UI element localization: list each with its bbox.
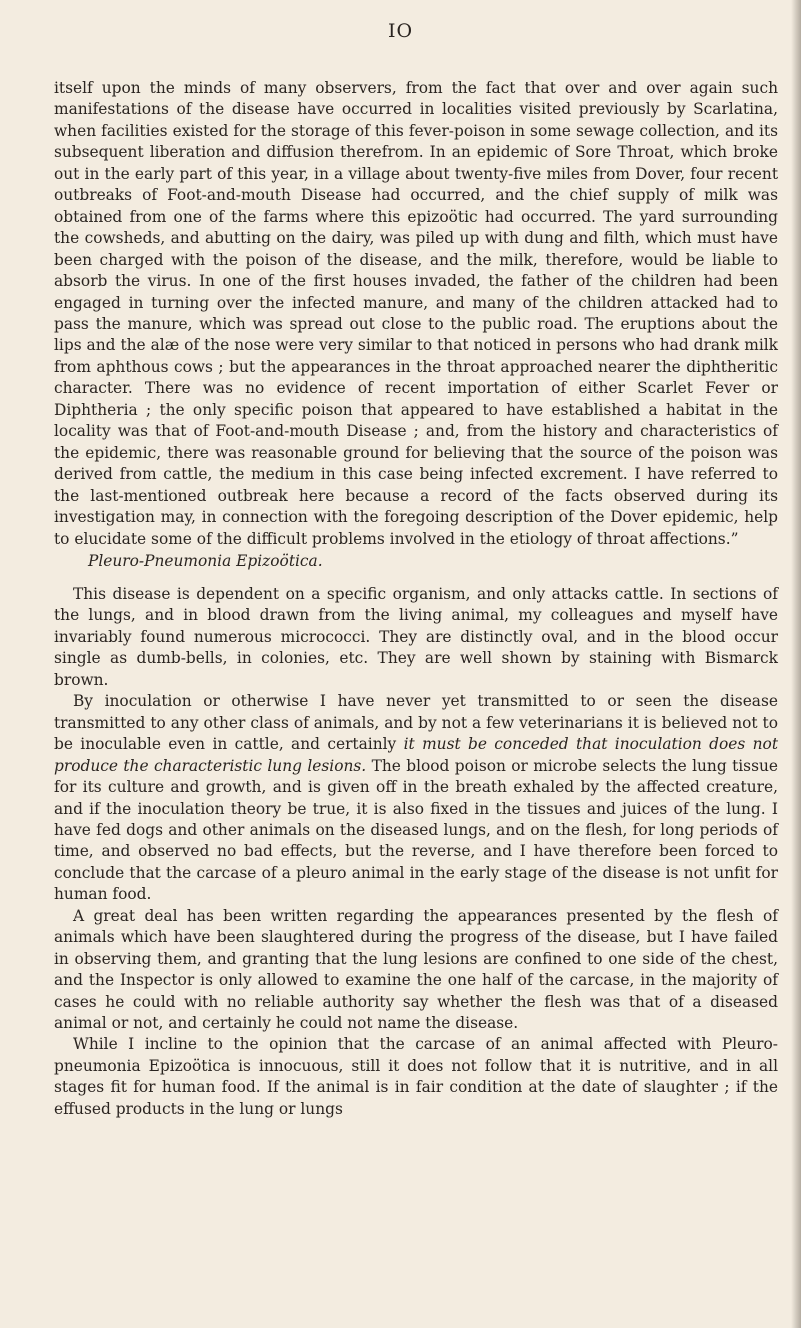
- section-heading: Pleuro-Pneumonia Epizoötica.: [88, 551, 323, 570]
- paragraph-carcase: While I incline to the opinion that the carcase of an animal affected with Pleuro-pneumonia Epizoötica is innocuous, still it does not follow that it is nutritive, and in all stages fit for human food. If the animal is in fair condition at the date of slaughter ; if the effused products in the lung or lungs: [54, 1035, 778, 1118]
- paragraph-inoculation-start: By inoculation or otherwise I have never yet transmitted to or seen the disease transmitted to any other class of animals, and by not a few veterinarians it is believed not to be inoculable even in cattle, and certainly: [54, 692, 778, 754]
- page-edge-shadow: [791, 0, 801, 1328]
- body-text: [54, 78, 778, 1120]
- paragraph-inoculation-end: The blood poison or microbe selects the lung tissue for its culture and growth, and is given off in the breath exhaled by the affected creature, and if the inoculation theory be true, it is also fixed in the tissues and juices of the lung. I have fed dogs and other animals on the diseased lungs, and on the flesh, for long periods of time, and observed no bad effects, but the reverse, and I have therefore been forced to conclude that the carcase of a pleuro animal in the early stage of the disease is not unfit for human food.: [54, 756, 779, 904]
- paragraph-inoculation: [54, 691, 778, 906]
- paragraph-appearances: A great deal has been written regarding the appearances presented by the flesh of animals which have been slaughtered during the progress of the disease, but I have failed in observing them, and granting that the lung lesions are confined to one side of the chest, and the Inspector is only allowed to examine the one half of the carcase, in the majority of cases he could with no reliable authority say whether the flesh was that of a diseased animal or not, and certainly he could not name the disease.: [54, 906, 778, 1033]
- page-number: IO: [387, 20, 414, 42]
- italic-emphasis: it must be conceded that inoculation does not produce the characteristic lung lesions.: [54, 735, 779, 775]
- paragraph-continuation: itself upon the minds of many observers, from the fact that over and over again such manifestations of the disease have occurred in localities visited previously by Scarlatina, when facilities existed for the storage of this fever-poison in some sewage collection, and its subsequent liberation and diffusion therefrom. In an epidemic of Sore Throat, which broke out in the early part of this year, in a village about twenty-five miles from Dover, four recent outbreaks of Foot-and-mouth Disease had occurred, and the chief supply of milk was obtained from one of the farms where this epizoötic had occurred. The yard surrounding the cowsheds, and abutting on the dairy, was piled up with dung and filth, which must have been charged with the poison of the disease, and the milk, therefore, would be liable to absorb the virus. In one of the first houses invaded, the father of the children had been engaged in turning over the infected manure, and many of the children attacked had to pass the manure, which was spread out close to the public road. The eruptions about the lips and the alæ of the nose were very similar to that noticed in persons who had drank milk from aphthous cows ; but the appearances in the throat approached nearer the diphtheritic character. There was no evidence of recent importation of either Scarlet Fever or Diphtheria ; the only specific poison that appeared to have established a habitat in the locality was that of Foot-and-mouth Disease ; and, from the history and characteristics of the epidemic, there was reasonable ground for believing that the source of the poison was derived from cattle, the medium in this case being infected excrement. I have referred to the last-mentioned outbreak here because a record of the facts observed during its investigation may, in connection with the foregoing description of the Dover epidemic, help to elucidate some of the difficult problems involved in the etiology of throat affections.”: [54, 79, 778, 548]
- spacer: [54, 572, 778, 584]
- paragraph-organism: This disease is dependent on a specific organism, and only attacks cattle. In sections of the lungs, and in blood drawn from the living animal, my colleagues and myself have invariably found numerous micrococci. They are distinctly oval, and in the blood occur single as dumb-bells, in colonies, etc. They are well shown by staining with Bismarck brown.: [54, 584, 778, 689]
